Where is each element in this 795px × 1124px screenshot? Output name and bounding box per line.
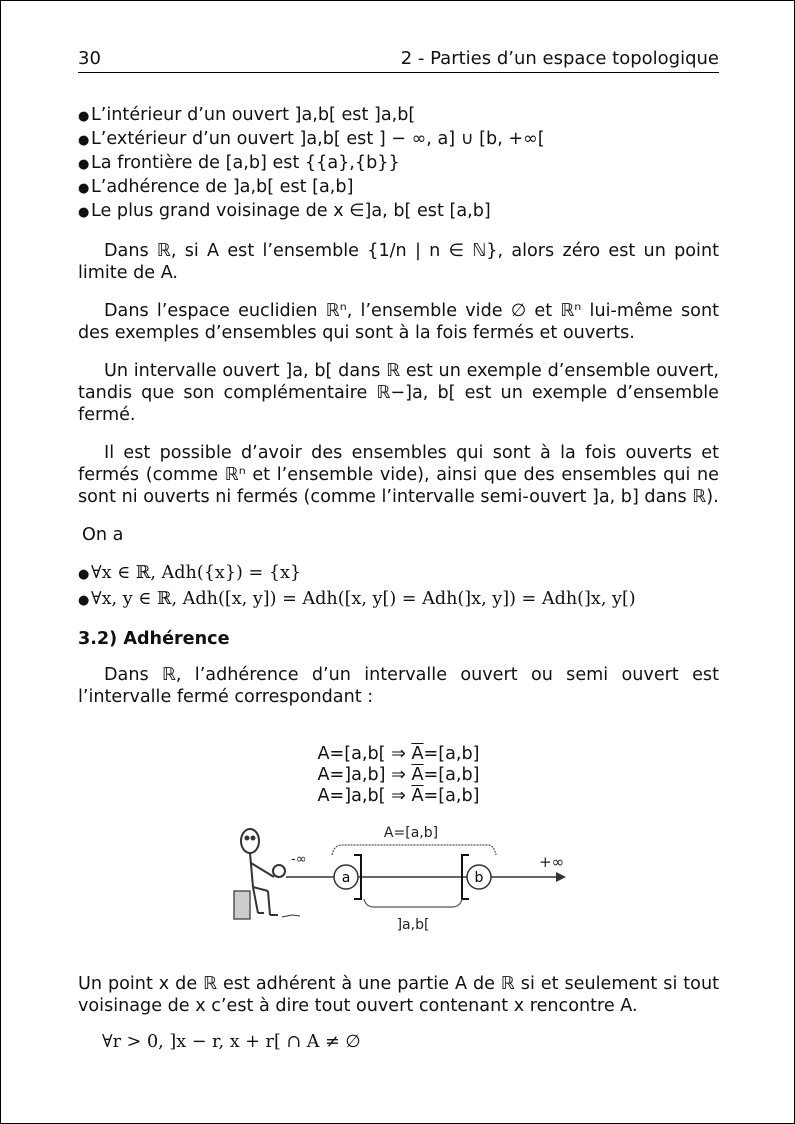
svg-text:b: b: [474, 870, 484, 886]
equation-line: A=]a,b] ⇒ $\overline{A}=[a,b]$: [317, 765, 480, 785]
paragraph-open-closed: Il est possible d’avoir des ensembles qui sont à la fois ouverts et fermés (comme ℝⁿ et l’ensemble vide), ainsi que des ensembles qui ne sont ni ouverts ni fermés (comme l’intervalle semi-ouvert ]a, b] dans ℝ).: [78, 443, 719, 507]
list-item: ●La frontière de [a,b] est {{a},{b}}: [78, 152, 719, 176]
arrow-icon: [556, 872, 566, 882]
bullet-dot-icon: ●: [78, 205, 90, 220]
list-item: ●∀x ∈ ℝ, Adh({x}) = {x}: [78, 562, 719, 586]
list-item: ●Le plus grand voisinage de x ∈]a, b[ est [a,b]: [78, 200, 719, 224]
bullet-list-top: [78, 104, 719, 224]
bullet-list-adherence: [78, 562, 719, 612]
bullet-dot-icon: ●: [78, 181, 90, 196]
equation-line: A=[a,b[ ⇒ $\overline{A}=[a,b]$: [317, 744, 480, 764]
bullet-dot-icon: ●: [78, 109, 90, 124]
bullet-dot-icon: ●: [78, 593, 90, 608]
section-intro: Dans ℝ, l’adhérence d’un intervalle ouvert ou semi ouvert est l’intervalle fermé correspondant :: [78, 665, 719, 707]
bullet-dot-icon: ●: [78, 133, 90, 148]
list-item: ●L’adhérence de ]a,b[ est [a,b]: [78, 176, 719, 200]
definition-text: Un point x de ℝ est adhérent à une partie A de ℝ si et seulement si tout voisinage de x c’est à dire tout ouvert contenant x rencontre A.: [78, 974, 719, 1016]
adherence-figure: [78, 825, 719, 945]
chapter-title: 2 - Parties d’un espace topologique: [400, 48, 719, 69]
stool-icon: [234, 891, 250, 919]
equation-block: [78, 744, 719, 807]
list-item: ●L’extérieur d’un ouvert ]a,b[ est ] − ∞, a] ∪ [b, +∞[: [78, 128, 719, 152]
equation-line: A=]a,b[ ⇒ $\overline{A}=[a,b]$: [317, 786, 480, 806]
closure-label: Ā=[a,b]: [383, 825, 439, 841]
section-heading: 3.2) Adhérence: [78, 629, 230, 649]
list-item: ●L’intérieur d’un ouvert ]a,b[ est ]a,b[: [78, 104, 719, 128]
paragraph-open-interval: Un intervalle ouvert ]a, b[ dans ℝ est un exemple d’ensemble ouvert, tandis que son complémentaire ℝ−]a, b[ est un exemple d’ensemble fermé.: [78, 361, 719, 425]
final-formula: ∀r > 0, ]x − r, x + r[ ∩ A ≠ ∅: [102, 1032, 361, 1052]
svg-text:a: a: [341, 870, 351, 886]
minus-infinity-label: -∞: [291, 852, 307, 867]
page-number: 30: [78, 48, 101, 69]
open-interval-label: ]a,b[: [396, 917, 430, 933]
top-brace: [332, 845, 496, 855]
plus-infinity-label: +∞: [539, 853, 565, 871]
interval-diagram: [230, 825, 570, 945]
bottom-brace: [364, 899, 462, 907]
paragraph-limit-point: Dans ℝ, si A est l’ensemble {1/n | n ∈ ℕ}, alors zéro est un point limite de A.: [78, 241, 719, 283]
on-a-label: On a: [82, 525, 124, 545]
page-header: [78, 48, 719, 73]
page-content: [78, 104, 719, 1053]
bullet-dot-icon: ●: [78, 567, 90, 582]
list-item: ●∀x, y ∈ ℝ, Adh([x, y]) = Adh([x, y[) = Adh(]x, y]) = Adh(]x, y[): [78, 588, 719, 612]
bullet-dot-icon: ●: [78, 157, 90, 172]
paragraph-euclidean: Dans l’espace euclidien ℝⁿ, l’ensemble vide ∅ et ℝⁿ lui-même sont des exemples d’ensembles qui sont à la fois fermés et ouverts.: [78, 301, 719, 343]
